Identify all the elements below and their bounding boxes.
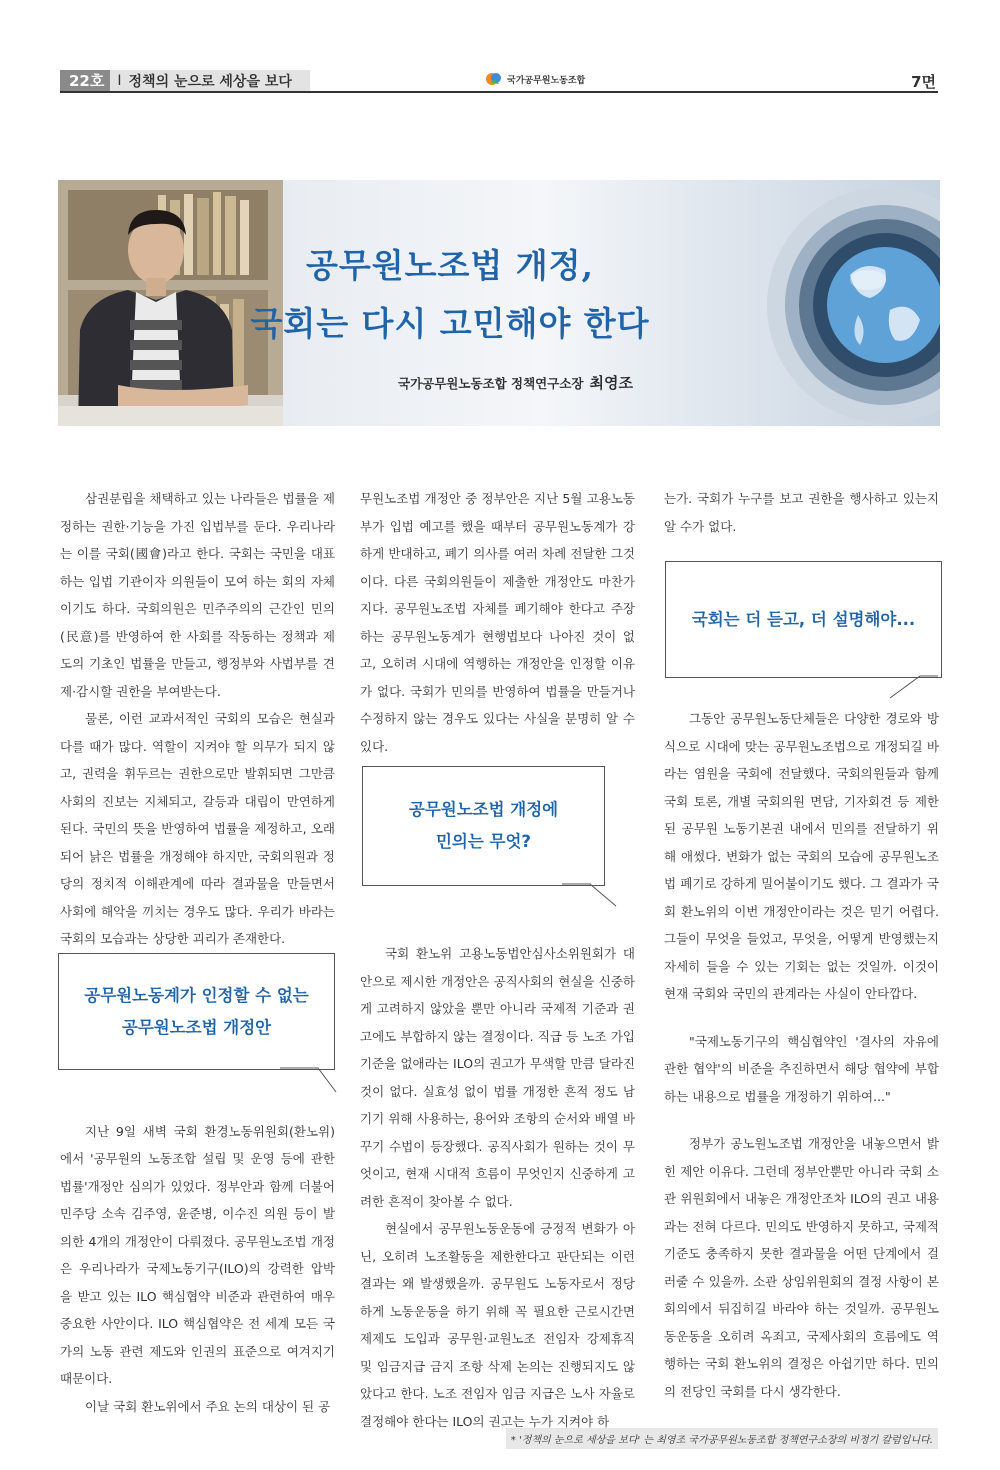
byline (398, 372, 633, 393)
article-title-line-1: 공무원노조법 개정, (305, 246, 594, 285)
issue-number: 22호 (60, 70, 110, 92)
camera-lens-globe-image (740, 180, 940, 426)
subheading-line: 공무원노조법 개정안 (121, 1017, 272, 1037)
pull-quote: "국제노동기구의 핵심협약인 '결사의 자유에 관한 협약'의 비준을 추진하면서 해당 협약에 부합하는 내용으로 법률을 개정하기 위하여..." (664, 1033, 939, 1104)
speech-tail (880, 668, 940, 708)
paragraph: 현실에서 공무원노동운동에 긍정적 변화가 아닌, 오히려 노조활동을 제한한다고 판단되는 이런 결과는 왜 발생했을까. 공무원도 노동자로서 정당하게 노동운동을 하기 위해 꼭 필요한 근로시간면제제도 도입과 공무원·교원노조 전임자 강제휴직 및 임금지급 금지 조항 삭제 논의는 진행되지도 않았다고 한다. 노조 전임자 임금 지급은 노사 자율로 결정해야 한다는 ILO의 권고는 누가 지켜야 하 (360, 1221, 635, 1429)
column-2 (360, 485, 635, 1435)
byline-name: 최영조 (589, 374, 633, 392)
subheading-box-3 (665, 561, 942, 678)
union-logo (485, 70, 585, 88)
paragraph: 는가. 국회가 누구를 보고 권한을 행사하고 있는지 알 수가 없다. (664, 491, 939, 534)
paragraph: 무원노조법 개정안 중 정부안은 지난 5월 고용노동부가 입법 예고를 했을 때부터 공무원노동계가 강하게 반대하고, 폐기 의사를 여러 차례 전달한 그것이다. 다른 국회의원들이 제출한 개정안도 마찬가지다. 공무원노조법 자체를 폐기해야 한다고 주장하는 공무원노동계가 현행법보다 나아진 것이 없고, 오히려 시대에 역행하는 개정안을 인정할 이유가 없다. 국회가 민의를 반영하여 법률을 만들거나 수정하지 않는 경우도 있다는 사실을 분명히 알 수 있다. (360, 491, 635, 754)
subheading-box-2 (362, 766, 605, 886)
paragraph: 국회 환노위 고용노동법안심사소위원회가 대안으로 제시한 개정안은 공직사회의 현실을 신중하게 고려하지 않았을 뿐만 아니라 국제적 기준과 권고에도 부합하지 않는 결정이다. 직급 등 노조 가입 기준을 없애라는 ILO의 권고가 무색할 만큼 달라진 것이 없다. 실효성 없이 법률 개정한 흔적 정도 남기기 위해 사용하는, 용어와 조항의 순서와 배열 바꾸기 수법이 등장했다. 공직사회가 원하는 것이 무엇이고, 현재 시대적 흐름이 무엇인지 신중하게 고려한 흔적이 찾아볼 수 없다. (360, 946, 635, 1209)
issue-separator: I (117, 73, 122, 89)
section-title: 정책의 눈으로 세상을 보다 (128, 74, 292, 90)
byline-role: 국가공무원노동조합 정책연구소장 (398, 376, 584, 391)
subheading-line: 공무원노조법 개정에 (408, 800, 559, 819)
spacer (664, 1110, 939, 1130)
paragraph: 이날 국회 환노위에서 주요 논의 대상이 된 공 (85, 1398, 331, 1414)
spacer (664, 1008, 939, 1028)
paragraph: 물론, 이런 교과서적인 국회의 모습은 현실과 다를 때가 많다. 역할이 지켜야 할 의무가 되지 않고, 권력을 휘두르는 권한으로만 발휘되면 그만큼 사회의 진보는 지체되고, 갈등과 대립이 만연하게 된다. 국민의 뜻을 반영하여 법률을 제정하고, 오래되어 낡은 법률을 개정해야 하지만, 국회의원과 정당의 정치적 이해관계에 따라 결과물을 만들면서 사회에 해악을 끼치는 경우도 많다. 우리가 바라는 국회의 모습과는 상당한 괴리가 존재한다. (60, 711, 335, 946)
union-logo-icon (485, 70, 503, 88)
subheading-line: 공무원노동계가 인정할 수 없는 (84, 985, 309, 1005)
paragraph: 그동안 공무원노동단체들은 다양한 경로와 방식으로 시대에 맞는 공무원노조법으로 개정되길 바라는 염원을 국회에 전달했다. 국회의원들과 함께 국회 토론, 개별 국회의원 면담, 기자회견 등 제한된 공무원 노동기본권 내에서 민의를 전달하기 위해 애썼다. 변화가 없는 국회의 모습에 공무원노조법 폐기로 강하게 밀어붙이기도 했다. 그 결과가 국회 환노위의 이번 개정안이라는 것은 믿기 어렵다. 그들이 무엇을 들었고, 무엇을, 어떻게 반영했는지 자세히 들을 수 있는 기회는 없는 것일까. 이것이 현재 국회와 국민의 관계라는 사실이 안타깝다. (664, 711, 939, 1001)
subheading-line: 민의는 무엇? (435, 832, 531, 851)
speech-tail (278, 1060, 338, 1100)
subheading-box-1 (58, 953, 335, 1070)
paragraph: 지난 9일 새벽 국회 환경노동위원회(환노위)에서 '공무원의 노동조합 설립 및 운영 등에 관한 법률'개정안 심의가 있었다. 정부안과 함께 더불어민주당 소속 김주영, 윤준병, 이수진 의원 등이 발의한 4개의 개정안이 다뤄졌다. 공무원노조법 개정은 우리나라가 국제노동기구(ILO)의 강력한 압박을 받고 있는 ILO 핵심협약 비준과 관련하여 매우 중요한 사안이다. ILO 핵심협약은 전 세계 모든 국가의 노동 관련 제도와 인권의 표준으로 여겨지기 때문이다. (60, 1123, 335, 1386)
article-title-line-2: 국회는 다시 고민해야 한다 (250, 304, 650, 343)
page-number: 7면 (911, 73, 936, 91)
issue-label (60, 70, 310, 92)
logo-text: 국가공무원노동조합 (507, 75, 586, 86)
footnote: * '정책의 눈으로 세상을 보다' 는 최영조 국가공무원노동조합 정책연구소장의 비정기 칼럼입니다. (506, 1428, 938, 1449)
speech-tail (560, 876, 620, 916)
paragraph: 정부가 공노원노조법 개정안을 내놓으면서 밝힌 제안 이유다. 그런데 정부안뿐만 아니라 국회 소관 위원회에서 내놓은 개정안조차 ILO의 권고 내용과는 전혀 다르다. 민의도 반영하지 못하고, 국제적 기준도 충족하지 못한 결과물을 어떤 단계에서 걸러줄 수 있을까. 소관 상임위원회의 결정 사항이 본회의에서 뒤집히길 바라야 하는 것일까. 공무원노동운동을 오히려 옥죄고, 국제사회의 흐름에도 역행하는 국회 환노위의 결정은 아쉽기만 하다. 민의의 전당인 국회를 다시 생각한다. (664, 1136, 939, 1399)
subheading-line: 국회는 더 듣고, 더 설명해야... (691, 609, 916, 629)
paragraph: 삼권분립을 채택하고 있는 나라들은 법률을 제정하는 권한·기능을 가진 입법부를 둔다. 우리나라는 이를 국회(國會)라고 한다. 국회는 국민을 대표하는 입법 기관이자 의원들이 모여 하는 회의 자체이기도 하다. 국회의원은 민주주의의 근간인 민의(民意)를 반영하여 한 사회를 작동하는 정책과 제도의 기초인 법률을 만들고, 행정부와 사법부를 견제·감시할 권한을 부여받는다. (60, 491, 335, 699)
header-rule (60, 91, 938, 93)
